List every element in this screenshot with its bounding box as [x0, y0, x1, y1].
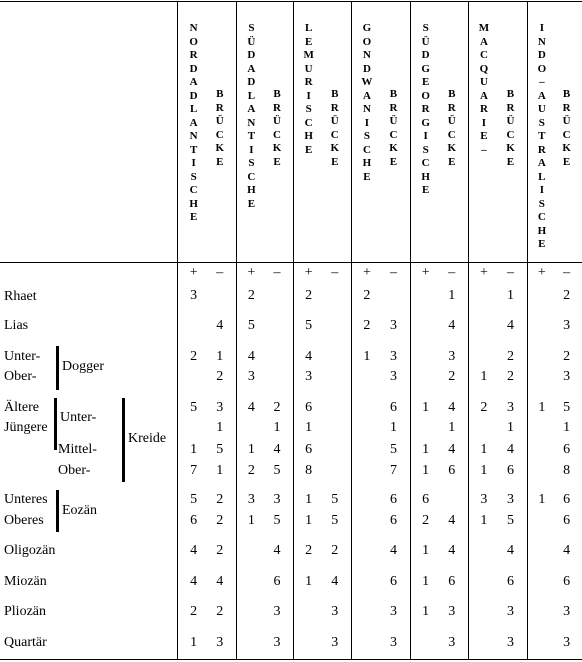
table-cell: 5 [273, 513, 281, 528]
table-cell: 6 [422, 492, 430, 507]
bottom-rule [0, 659, 582, 660]
table-cell: 1 [538, 400, 546, 415]
table-cell: 3 [389, 318, 397, 333]
table-cell: 2 [480, 400, 488, 415]
table-cell: 2 [448, 369, 456, 384]
row-label-oberes: Oberes [4, 513, 44, 528]
table-cell: 1 [305, 574, 313, 589]
table-cell: 2 [363, 288, 371, 303]
plus-sign: + [247, 265, 256, 280]
label-column-rule [177, 1, 178, 660]
table-cell: 6 [389, 574, 397, 589]
table-cell: 4 [247, 400, 255, 415]
table-cell: 3 [448, 349, 456, 364]
table-cell: 6 [305, 400, 313, 415]
plus-sign: + [189, 265, 198, 280]
column-header-name: G O N D W A N I S C H E [361, 22, 373, 183]
table-cell: 3 [506, 492, 514, 507]
table-cell: 5 [563, 400, 571, 415]
table-cell: 6 [506, 463, 514, 478]
column-header-name: I N D O – A U S T R A L I S C H E [537, 22, 547, 250]
row-label-unter-kreide: Unter- [60, 410, 97, 425]
table-cell: 1 [216, 420, 224, 435]
row-label-quartaer: Quartär [4, 635, 47, 650]
table-cell: 2 [216, 543, 224, 558]
table-cell: 3 [448, 604, 456, 619]
table-cell: 7 [190, 463, 198, 478]
table-cell: 6 [563, 442, 571, 457]
table-cell: 3 [216, 400, 224, 415]
column-header-name: S Ü D G E O R G I S C H E [421, 22, 430, 196]
table-cell: 1 [273, 420, 281, 435]
table-cell: 3 [389, 604, 397, 619]
minus-sign: – [563, 265, 571, 280]
dogger-bracket [56, 346, 59, 390]
column-rule [527, 1, 528, 660]
table-cell: 1 [305, 420, 313, 435]
table-cell: 6 [563, 574, 571, 589]
table-cell: 2 [216, 369, 224, 384]
table-cell: 6 [305, 442, 313, 457]
table-cell: 1 [448, 420, 456, 435]
row-label-juengere: Jüngere [4, 420, 48, 435]
table-cell: 6 [190, 513, 198, 528]
table-cell: 1 [563, 420, 571, 435]
table-cell: 2 [305, 543, 313, 558]
column-header-name: N O R D A D L A N T I S C H E [189, 22, 198, 223]
table-cell: 1 [448, 288, 456, 303]
table-cell: 4 [331, 574, 339, 589]
table-cell: 2 [247, 463, 255, 478]
table-cell: 5 [273, 463, 281, 478]
table-cell: 1 [190, 442, 198, 457]
row-label-ober-kreide: Ober- [58, 463, 91, 478]
column-header-name: M A C Q U A R I E – [478, 22, 490, 156]
column-header-bruecke: B R Ü C K E [562, 88, 571, 168]
table-cell: 8 [305, 463, 313, 478]
table-cell: 3 [506, 400, 514, 415]
table-cell: 1 [422, 543, 430, 558]
table-cell: 6 [389, 492, 397, 507]
table-cell: 2 [506, 349, 514, 364]
table-cell: 1 [363, 349, 371, 364]
table-cell: 6 [506, 574, 514, 589]
table-cell: 1 [216, 463, 224, 478]
column-rule [293, 1, 294, 660]
table-cell: 4 [190, 543, 198, 558]
table-cell: 6 [563, 513, 571, 528]
table-cell: 3 [563, 369, 571, 384]
table-cell: 1 [247, 513, 255, 528]
minus-sign: – [448, 265, 456, 280]
group-label-dogger: Dogger [62, 359, 104, 374]
table-cell: 4 [273, 543, 281, 558]
table-cell: 3 [563, 635, 571, 650]
table-cell: 4 [448, 513, 456, 528]
kreide-bracket-inner [54, 398, 57, 450]
table-cell: 4 [448, 318, 456, 333]
table-cell: 2 [216, 604, 224, 619]
table-cell: 1 [389, 420, 397, 435]
minus-sign: – [389, 265, 397, 280]
table-cell: 1 [506, 420, 514, 435]
column-header-bruecke: B R Ü C K E [389, 88, 398, 168]
table-cell: 5 [331, 513, 339, 528]
table-cell: 5 [190, 400, 198, 415]
table-cell: 3 [389, 635, 397, 650]
table-cell: 2 [247, 288, 255, 303]
minus-sign: – [506, 265, 514, 280]
table-cell: 3 [331, 635, 339, 650]
plus-sign: + [537, 265, 546, 280]
column-rule [351, 1, 352, 660]
table-cell: 2 [422, 513, 430, 528]
minus-sign: – [273, 265, 281, 280]
column-header-bruecke: B R Ü C K E [272, 88, 282, 168]
table-cell: 1 [422, 574, 430, 589]
table-cell: 3 [389, 349, 397, 364]
table-cell: 7 [389, 463, 397, 478]
table-cell: 5 [389, 442, 397, 457]
table-cell: 1 [422, 604, 430, 619]
table-cell: 8 [563, 463, 571, 478]
column-rule [468, 1, 469, 660]
table-cell: 5 [247, 318, 255, 333]
table-cell: 3 [563, 318, 571, 333]
table-cell: 5 [506, 513, 514, 528]
table-cell: 2 [190, 604, 198, 619]
column-header-bruecke: B R Ü C K E [330, 88, 340, 168]
table-cell: 3 [305, 369, 313, 384]
table-cell: 1 [538, 492, 546, 507]
table-cell: 3 [273, 492, 281, 507]
table-cell: 4 [273, 442, 281, 457]
group-label-eozaen: Eozän [62, 503, 97, 518]
table-cell: 1 [480, 513, 488, 528]
table-cell: 6 [448, 463, 456, 478]
header-rule [0, 262, 582, 263]
column-header-bruecke: B R Ü C K E [215, 88, 225, 168]
table-cell: 4 [506, 442, 514, 457]
table-cell: 4 [563, 543, 571, 558]
table-cell: 6 [273, 574, 281, 589]
plus-sign: + [479, 265, 488, 280]
row-label-unteres: Unteres [4, 492, 48, 507]
table-cell: 6 [448, 574, 456, 589]
table-cell: 1 [190, 635, 198, 650]
table-cell: 2 [563, 349, 571, 364]
row-label-mittel: Mittel- [58, 442, 97, 457]
table-cell: 4 [448, 400, 456, 415]
table-cell: 1 [422, 463, 430, 478]
table-cell: 2 [506, 369, 514, 384]
table-cell: 3 [247, 492, 255, 507]
table-cell: 5 [305, 318, 313, 333]
eozaen-bracket [56, 490, 59, 532]
table-cell: 4 [190, 574, 198, 589]
table-cell: 1 [480, 369, 488, 384]
table-cell: 3 [247, 369, 255, 384]
table-cell: 6 [563, 492, 571, 507]
table-cell: 3 [563, 604, 571, 619]
table-cell: 1 [305, 513, 313, 528]
table-cell: 3 [480, 492, 488, 507]
table-cell: 1 [247, 442, 255, 457]
table-cell: 2 [273, 400, 281, 415]
table-cell: 1 [422, 442, 430, 457]
minus-sign: – [216, 265, 224, 280]
table-cell: 4 [448, 543, 456, 558]
table-cell: 1 [480, 463, 488, 478]
table-cell: 4 [216, 318, 224, 333]
row-label-lias: Lias [4, 318, 29, 333]
row-label-oligozaen: Oligozän [4, 543, 56, 558]
table-cell: 3 [506, 635, 514, 650]
table-cell: 3 [216, 635, 224, 650]
table-cell: 1 [305, 492, 313, 507]
plus-sign: + [421, 265, 430, 280]
table-cell: 4 [506, 318, 514, 333]
table-cell: 1 [506, 288, 514, 303]
row-label-unter: Unter- [4, 349, 41, 364]
table-cell: 3 [190, 288, 198, 303]
row-label-miozaen: Miozän [4, 574, 47, 589]
table-cell: 1 [480, 442, 488, 457]
column-rule [410, 1, 411, 660]
table-cell: 4 [506, 543, 514, 558]
table-cell: 2 [216, 513, 224, 528]
column-header-name: S Ü D A D L A N T I S C H E [247, 22, 256, 210]
table-cell: 3 [448, 635, 456, 650]
row-label-rhaet: Rhaet [4, 289, 37, 304]
table-cell: 2 [363, 318, 371, 333]
table-cell: 5 [190, 492, 198, 507]
row-label-ober: Ober- [4, 369, 37, 384]
table-cell: 6 [389, 400, 397, 415]
row-label-aeltere: Ältere [4, 400, 39, 415]
table-cell: 2 [563, 288, 571, 303]
minus-sign: – [331, 265, 339, 280]
table-cell: 4 [305, 349, 313, 364]
group-label-kreide: Kreide [128, 431, 167, 446]
top-rule [0, 1, 582, 2]
table-cell: 5 [331, 492, 339, 507]
table-cell: 4 [216, 574, 224, 589]
plus-sign: + [304, 265, 313, 280]
table-cell: 3 [389, 369, 397, 384]
kreide-bracket-outer [122, 398, 125, 482]
table-cell: 3 [506, 604, 514, 619]
plus-sign: + [362, 265, 371, 280]
table-cell: 1 [216, 349, 224, 364]
column-rule [236, 1, 237, 660]
table-cell: 3 [273, 635, 281, 650]
column-header-bruecke: B R Ü C K E [447, 88, 457, 168]
table-cell: 2 [190, 349, 198, 364]
table-cell: 4 [448, 442, 456, 457]
table-cell: 4 [247, 349, 255, 364]
table-cell: 6 [389, 513, 397, 528]
table-cell: 1 [422, 400, 430, 415]
row-label-pliozaen: Pliozän [4, 604, 46, 619]
table-cell: 2 [305, 288, 313, 303]
table-cell: 4 [389, 543, 397, 558]
column-header-bruecke: B R Ü C K E [506, 88, 515, 168]
table-cell: 3 [331, 604, 339, 619]
table-cell: 2 [216, 492, 224, 507]
column-header-name: L E M U R I S C H E [303, 22, 314, 156]
table-cell: 5 [216, 442, 224, 457]
table-cell: 2 [331, 543, 339, 558]
table-cell: 3 [273, 604, 281, 619]
